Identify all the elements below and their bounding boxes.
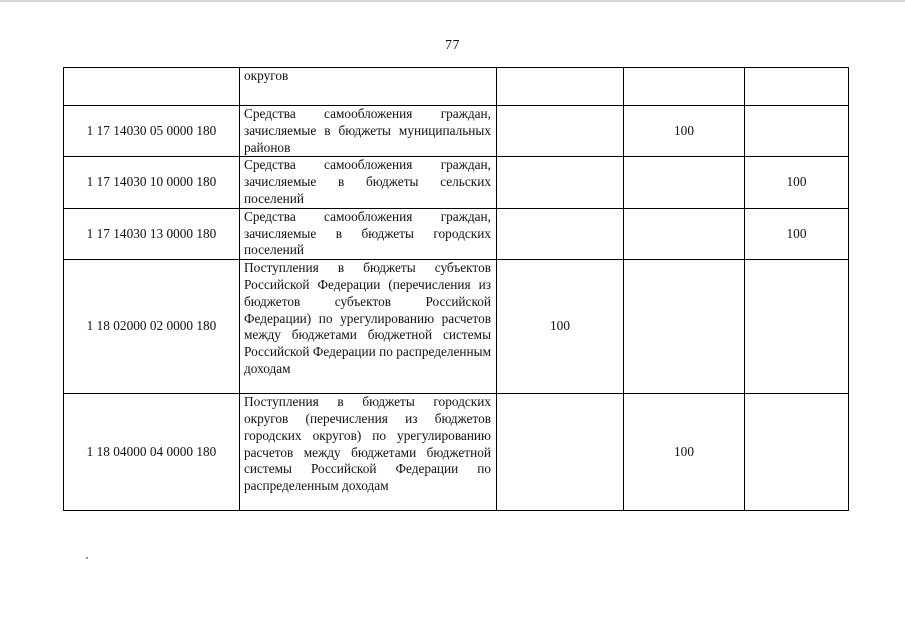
table-row [64, 68, 849, 106]
table-row [64, 394, 849, 511]
value-cell [624, 157, 745, 208]
table-row [64, 260, 849, 394]
value-cell [745, 106, 849, 157]
value-cell [745, 394, 849, 511]
value-cell: 100 [745, 157, 849, 208]
page-top-edge [0, 0, 905, 2]
name-cell: Поступления в бюджеты субъектов Российской Федерации (перечисления из бюджетов субъектов Российской Федерации) по урегулированию расчетов между бюджетами бюджетной системы Российской Федерации по распределенным доходам [240, 260, 497, 394]
value-cell [497, 68, 624, 106]
name-cell: Средства самообложения граждан, зачисляемые в бюджеты муниципальных районов [240, 106, 497, 157]
table-row [64, 208, 849, 259]
value-cell [624, 260, 745, 394]
code-cell [64, 68, 240, 106]
value-cell: 100 [624, 106, 745, 157]
value-cell [624, 208, 745, 259]
value-cell: 100 [745, 208, 849, 259]
code-cell: 1 18 02000 02 0000 180 [64, 260, 240, 394]
page-number: 77 [445, 38, 460, 53]
code-cell: 1 17 14030 13 0000 180 [64, 208, 240, 259]
value-cell [497, 394, 624, 511]
table-row [64, 157, 849, 208]
scan-speck [86, 557, 88, 559]
code-cell: 1 17 14030 10 0000 180 [64, 157, 240, 208]
value-cell: 100 [497, 260, 624, 394]
value-cell [745, 260, 849, 394]
budget-revenue-table [63, 67, 849, 511]
value-cell [624, 68, 745, 106]
table-row [64, 106, 849, 157]
value-cell: 100 [624, 394, 745, 511]
code-cell: 1 18 04000 04 0000 180 [64, 394, 240, 511]
value-cell [497, 157, 624, 208]
name-cell: округов [240, 68, 497, 106]
name-cell: Поступления в бюджеты городских округов (перечисления из бюджетов городских округов) по урегулированию расчетов между бюджетами бюджетной системы Российской Федерации по распределенным доходам [240, 394, 497, 511]
code-cell: 1 17 14030 05 0000 180 [64, 106, 240, 157]
value-cell [745, 68, 849, 106]
value-cell [497, 208, 624, 259]
name-cell: Средства самообложения граждан, зачисляемые в бюджеты сельских поселений [240, 157, 497, 208]
name-cell: Средства самообложения граждан, зачисляемые в бюджеты городских поселений [240, 208, 497, 259]
value-cell [497, 106, 624, 157]
